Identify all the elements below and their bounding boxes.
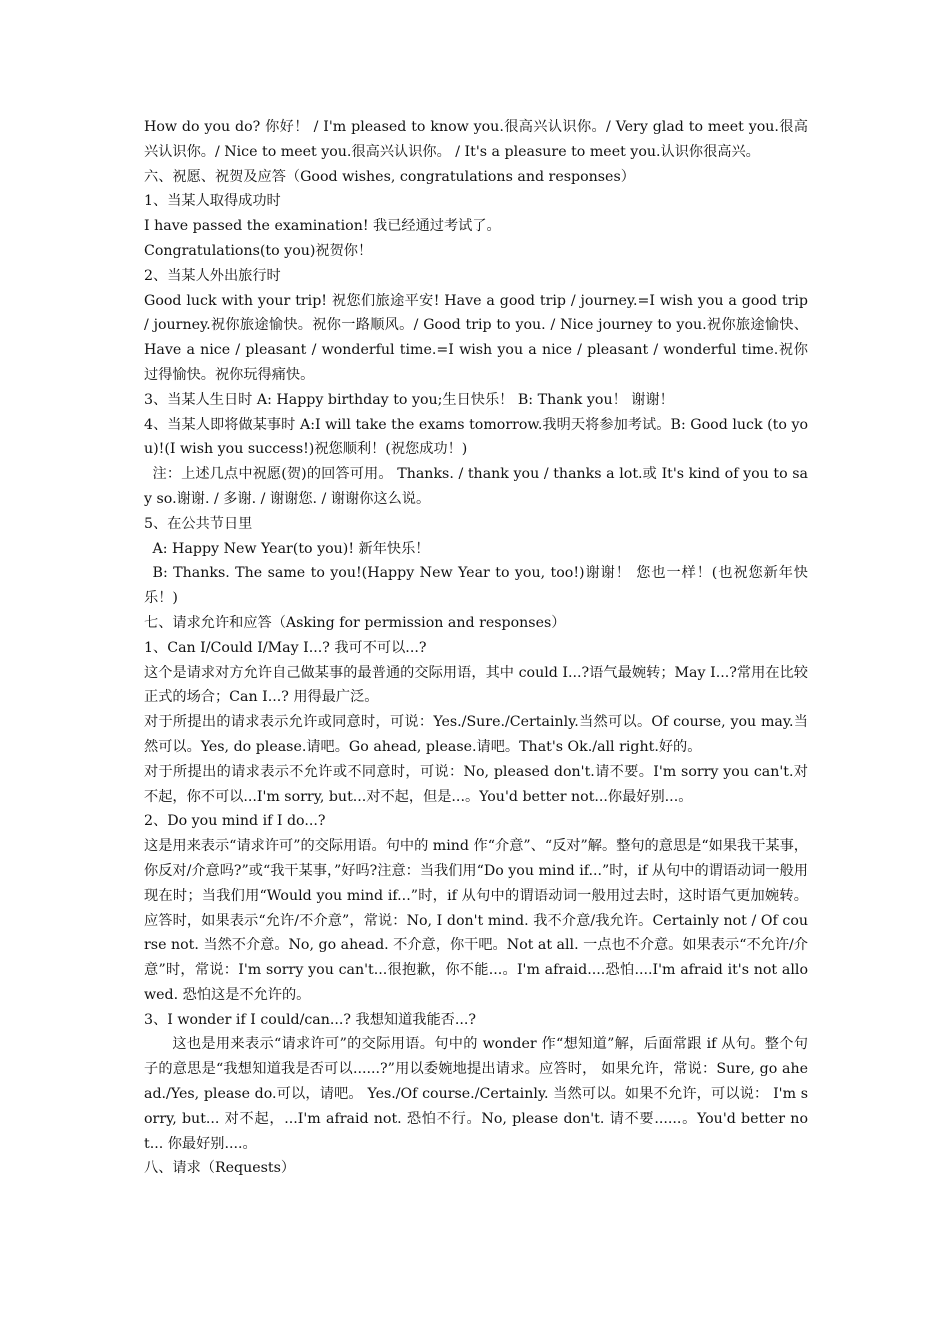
subheading-do-you-mind: 2、Do you mind if I do...? bbox=[144, 813, 326, 830]
paragraph-allow-replies: 对于所提出的请求表示允许或同意时，可说：Yes./Sure./Certainly.当然可以。Of course, you may.当然可以。Yes, do please.请吧。Go ahead, please.请吧。That's Ok./all right.好的。 bbox=[144, 714, 808, 755]
paragraph-exam-luck: 4、当某人即将做某事时 A:I will take the exams tomorrow.我明天将参加考试。B: Good luck (to you)!(I wish you success!)祝您顺利！(祝您成功！) bbox=[144, 416, 808, 458]
subheading-trip: 2、当某人外出旅行时 bbox=[144, 267, 281, 284]
subheading-success: 1、当某人取得成功时 bbox=[144, 193, 281, 210]
section-heading-requests: 八、请求（Requests） bbox=[144, 1160, 296, 1177]
section-heading-permission: 七、请求允许和应答（Asking for permission and responses） bbox=[144, 614, 566, 631]
subheading-can-i: 1、Can I/Could I/May I...? 我可不可以...? bbox=[144, 639, 427, 656]
paragraph-greetings: How do you do? 你好！ / I'm pleased to know you.很高兴认识你。/ Very glad to meet you.很高兴认识你。/ Nice to meet you.很高兴认识你。 / It's a pleasure to meet you.认识你很高兴。 bbox=[144, 119, 808, 160]
paragraph-congratulations: Congratulations(to you)祝贺你！ bbox=[144, 242, 373, 259]
document-page bbox=[144, 115, 808, 1181]
paragraph-can-i-explanation: 这个是请求对方允许自己做某事的最普通的交际用语，其中 could I...?语气最婉转；May I...?常用在比较正式的场合；Can I...? 用得最广泛。 bbox=[144, 664, 808, 706]
paragraph-note-replies: 注：上述几点中祝愿(贺)的回答可用。 Thanks. / thank you / thanks a lot.或 It's kind of you to say so.谢谢. / 多谢. / 谢谢您. / 谢谢你这么说。 bbox=[144, 466, 808, 507]
subheading-i-wonder: 3、I wonder if I could/can...? 我想知道我能否...? bbox=[144, 1011, 476, 1028]
paragraph-new-year-a: A: Happy New Year(to you)! 新年快乐！ bbox=[152, 540, 430, 557]
paragraph-trip-wishes: Good luck with your trip! 祝您们旅途平安! Have a good trip / journey.=I wish you a good trip / journey.祝你旅途愉快。祝你一路顺风。/ Good trip to you. / Nice journey to you.祝你旅途愉快、Have a nice / pleasant / wonderful time.=I wish you a nice / pleasant / wonderful time.祝你过得愉快。祝你玩得痛快。 bbox=[144, 292, 808, 383]
paragraph-do-you-mind-explanation: 这是用来表示“请求许可”的交际用语。句中的 mind 作“介意”、“反对”解。整句的意思是“如果我干某事，你反对/介意吗?”或“我干某事，”好吗?注意：当我们用“Do you mind if...”时，if 从句中的谓语动词一般用现在时；当我们用“Would you mind if...”时，if 从句中的谓语动词一般用过去时，这时语气更加婉转。应答时，如果表示“允许/不介意”，常说：No, I don't mind. 我不介意/我允许。Certainly not / Of course not. 当然不介意。No, go ahead. 不介意，你干吧。Not at all. 一点也不介意。如果表示“不允许/介意”时，常说：I'm sorry you can't...很抱歉，你不能...。I'm afraid....恐怕....I'm afraid it's not allowed. 恐怕这是不允许的。 bbox=[144, 838, 808, 1003]
paragraph-birthday: 3、当某人生日时 A: Happy birthday to you;生日快乐！ B: Thank you！ 谢谢！ bbox=[144, 391, 674, 408]
paragraph-new-year-b: B: Thanks. The same to you!(Happy New Year to you, too!)谢谢！ 您也一样！(也祝您新年快乐！) bbox=[144, 565, 808, 607]
section-heading-good-wishes: 六、祝愿、祝贺及应答（Good wishes, congratulations and responses） bbox=[144, 168, 635, 185]
paragraph-i-wonder-explanation: 这也是用来表示“请求许可”的交际用语。句中的 wonder 作“想知道”解，后面常跟 if 从句。整个句子的意思是“我想知道我是否可以......?”用以委婉地提出请求。应答时， 如果允许，常说：Sure, go ahead./Yes, please do.可以，请吧。 Yes./Of course./Certainly. 当然可以。如果不允许，可以说： I'm sorry, but... 对不起，...I'm afraid not. 恐怕不行。No, please don't. 请不要......。You'd better not... 你最好别....。 bbox=[144, 1036, 808, 1152]
paragraph-passed-exam: I have passed the examination! 我已经通过考试了。 bbox=[144, 218, 501, 235]
subheading-holidays: 5、在公共节日里 bbox=[144, 515, 253, 532]
paragraph-refuse-replies: 对于所提出的请求表示不允许或不同意时，可说：No, pleased don't.请不要。I'm sorry you can't.对不起，你不可以...I'm sorry, but...对不起，但是...。You'd better not...你最好别...。 bbox=[144, 763, 808, 805]
